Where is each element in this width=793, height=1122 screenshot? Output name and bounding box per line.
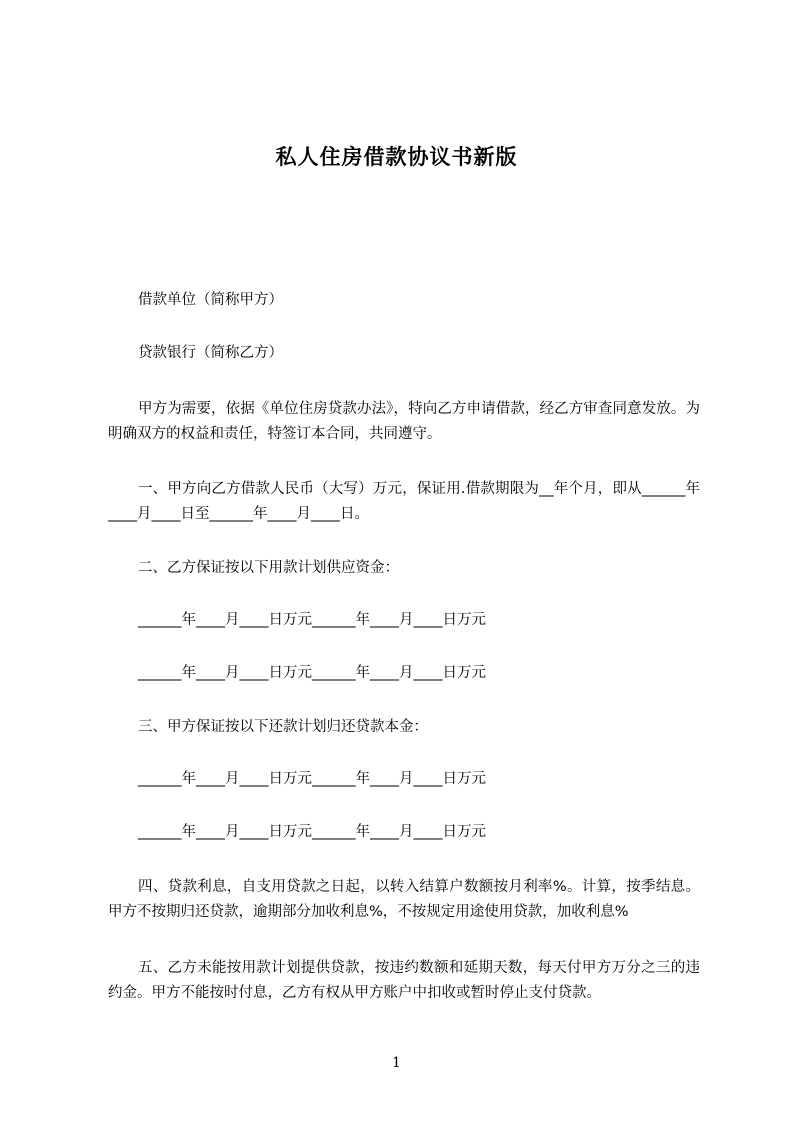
clause-3-heading: 三、甲方保证按以下还款计划归还贷款本金： [138, 719, 428, 735]
clause-5-paragraph: 五、乙方未能按用款计划提供贷款，按违约数额和延期天数，每天付甲方万分之三的违约金。甲方不能按时付息，乙方有权从甲方账户中扣收或暂时停止支付贷款。 [108, 960, 700, 1001]
intro-paragraph: 甲方为需要，依据《单位住房贷款办法》，特向乙方申请借款，经乙方审查同意发放。为明确双方的权益和责任，特签订本合同，共同遵守。 [108, 401, 700, 442]
document-title: 私人住房借款协议书新版 [275, 145, 518, 169]
clause-2-row-2: ______年____月____日万元______年____月____日万元 [138, 665, 486, 681]
clause-4-paragraph: 四、贷款利息，自支用贷款之日起，以转入结算户数额按月利率%。计算，按季结息。甲方不按期归还贷款，逾期部分加收利息%，不按规定用途使用贷款，加收利息% [108, 879, 700, 920]
clause-3-row-1: ______年____月____日万元______年____月____日万元 [138, 771, 486, 787]
borrower-line: 借款单位（简称甲方） [138, 292, 283, 308]
lender-line: 贷款银行（简称乙方） [138, 345, 283, 361]
clause-3-row-2: ______年____月____日万元______年____月____日万元 [138, 824, 486, 840]
clause-2-heading: 二、乙方保证按以下用款计划供应资金： [138, 560, 399, 576]
clause-1-paragraph: 一、甲方向乙方借款人民币（大写）万元，保证用.借款期限为__年个月，即从______年____月____日至______年____月____日。 [108, 481, 700, 522]
page-number: 1 [392, 1055, 401, 1071]
clause-2-row-1: ______年____月____日万元______年____月____日万元 [138, 612, 486, 628]
